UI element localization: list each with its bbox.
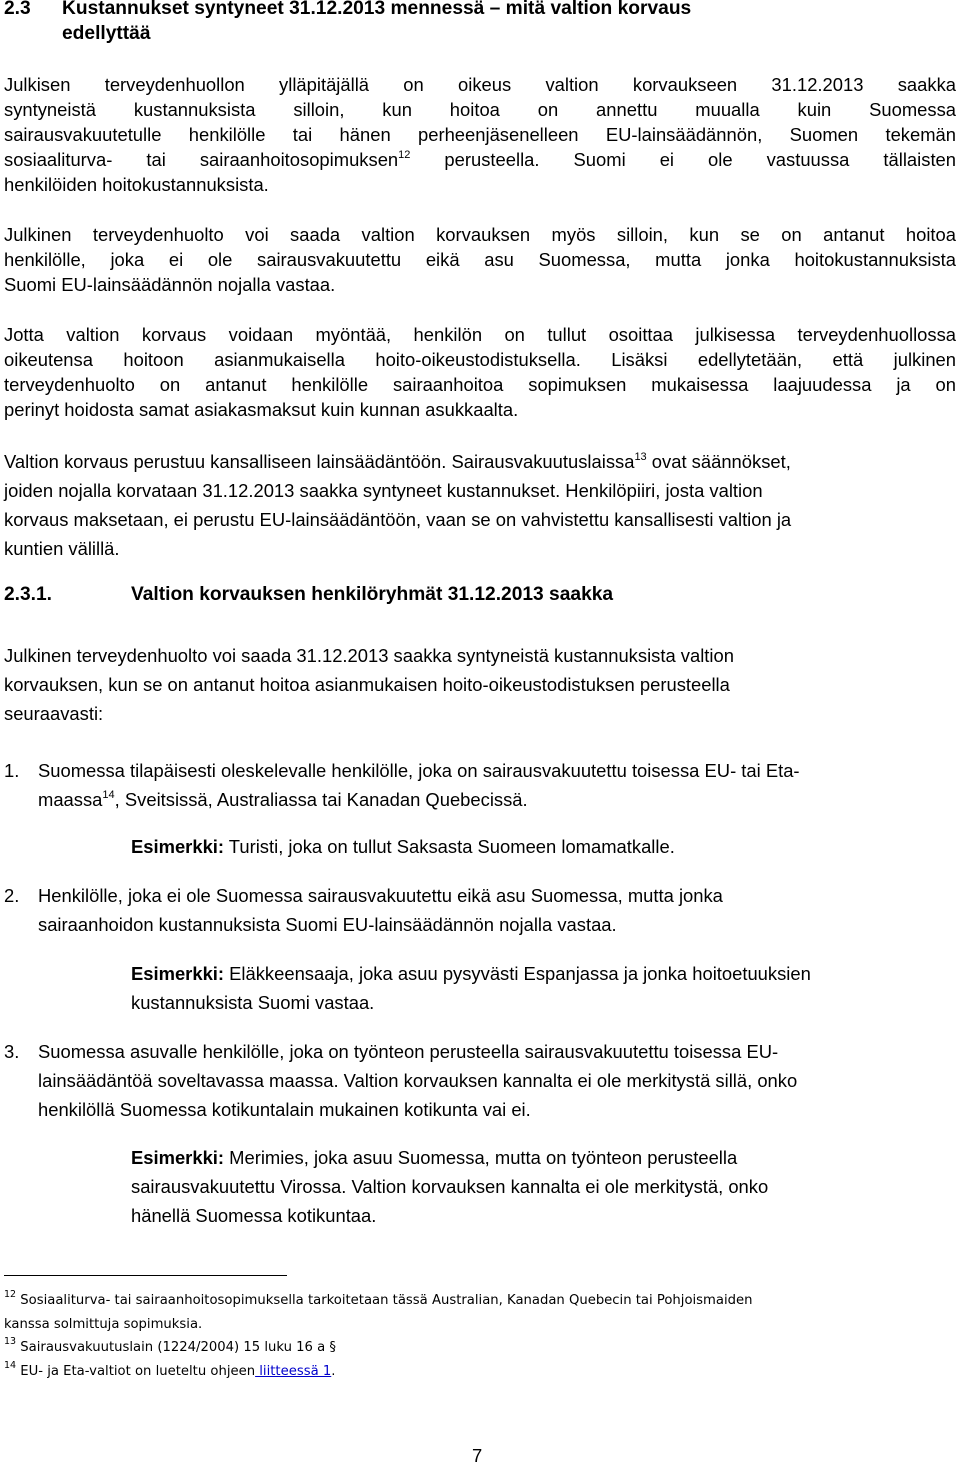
text-fragment: EU- ja Eta-valtiot on lueteltu ohjeen [20,1364,256,1379]
footnote-number: 12 [4,1289,17,1300]
text-line: perinyt hoidosta samat asiakasmaksut kuin kunnan asukkaalta. [4,399,519,420]
text-line: Suomi EU-lainsäädännön nojalla vastaa. [4,274,336,295]
text-line: korvauksen, kun se on antanut hoitoa asianmukaisen hoito-oikeustodistuksen perusteella [4,674,730,695]
page-number: 7 [472,1445,483,1466]
footnote-13 [4,1336,944,1360]
footnote-ref-13: 13 [634,451,647,463]
text-line: Julkinen terveydenhuolto voi saada 31.12.2013 saakka syntyneistä kustannuksista valtion [4,645,734,666]
paragraph-2 [4,222,956,297]
text-fragment: Sairausvakuutuslain (1224/2004) 15 luku 16 a § [20,1340,336,1355]
text-line [4,147,956,172]
footnote-ref-14: 14 [102,789,115,801]
text-line: hänellä Suomessa kotikuntaa. [131,1205,377,1226]
text-line: Jotta valtion korvaus voidaan myöntää, henkilön on tullut osoittaa julkisessa terveydenhuollossa [4,324,956,345]
text-line: joiden nojalla korvataan 31.12.2013 saakka syntyneet kustannukset. Henkilöpiiri, josta valtion [4,480,763,501]
text-line: Henkilölle, joka ei ole Suomessa sairausvakuutettu eikä asu Suomessa, mutta jonka [38,885,723,906]
section-heading [4,0,954,46]
section-title-line-1: Kustannukset syntyneet 31.12.2013 mennessä – mitä valtion korvaus [62,0,692,19]
list-item [4,756,956,814]
list-item [4,1037,956,1124]
text-line: syntyneistä kustannuksista silloin, kun hoitoa on annettu muualla kuin Suomessa [4,99,956,120]
text-line [38,785,956,814]
text-line: seuraavasti: [4,703,104,724]
example-block [131,832,951,861]
list-number: 1. [4,760,20,781]
footnote-12 [4,1289,944,1337]
example-block [131,1143,951,1230]
text-fragment: Turisti, joka on tullut Saksasta Suomeen lomamatkalle. [224,836,675,857]
subsection-heading [4,582,613,607]
appendix-link[interactable]: liitteessä 1 [255,1364,332,1379]
text-line [4,1336,944,1360]
text-line [131,1143,951,1172]
subsection-number: 2.3.1. [4,584,53,605]
text-line: henkilöiden hoitokustannuksista. [4,174,269,195]
example-label: Esimerkki: [131,836,225,857]
text-line: sairausvakuutetulle henkilölle tai hänen perheenjäsenelleen EU-lainsäädännön, Suomen tekemän [4,124,956,145]
text-fragment: Sosiaaliturva- tai sairaanhoitosopimuksella tarkoitetaan tässä Australian, Kanadan Quebecin tai Pohjoismaiden [20,1293,753,1308]
text-line: Suomessa tilapäisesti oleskelevalle henkilölle, joka on sairausvakuutettu toisessa EU- tai Eta- [38,760,800,781]
text-fragment: Valtion korvaus perustuu kansalliseen lainsäädäntöön. Sairausvakuutuslaissa [4,451,635,472]
list-number: 3. [4,1041,20,1062]
subsection-title: Valtion korvauksen henkilöryhmät 31.12.2013 saakka [131,584,614,605]
text-line [4,447,956,476]
text-line: korvaus maksetaan, ei perustu EU-lainsäädäntöön, vaan se on vahvistettu kansallisesti valtion ja [4,509,792,530]
example-label: Esimerkki: [131,963,225,984]
text-line [4,1360,944,1384]
text-line: sairaanhoidon kustannuksista Suomi EU-lainsäädännön nojalla vastaa. [38,914,617,935]
text-line: sairausvakuutettu Virossa. Valtion korvauksen kannalta ei ole merkitystä, onko [131,1176,769,1197]
text-fragment: Merimies, joka asuu Suomessa, mutta on työnteon perusteella [224,1147,738,1168]
text-fragment: maassa [38,789,103,810]
footnote-ref-12: 12 [398,149,411,161]
footnote-number: 13 [4,1336,17,1347]
list-number: 2. [4,885,20,906]
example-block [131,959,951,1017]
text-fragment: sosiaaliturva- tai sairaanhoitosopimuksen [4,149,399,170]
text-line [131,959,951,988]
text-line: kanssa solmittuja sopimuksia. [4,1317,203,1332]
footnote-number: 14 [4,1360,17,1371]
text-line: oikeutensa hoitoon asianmukaisella hoito-oikeustodistuksella. Lisäksi edellytetään, että julkinen [4,349,956,370]
section-title-line-2: edellyttää [62,23,151,44]
text-line [4,1289,944,1313]
list-item [4,881,956,939]
footnote-separator [4,1275,287,1276]
paragraph-3 [4,322,956,422]
text-line: lainsäädäntöä soveltavassa maassa. Valtion korvauksen kannalta ei ole merkitystä sillä, onko [38,1070,798,1091]
example-label: Esimerkki: [131,1147,225,1168]
text-line: Julkinen terveydenhuolto voi saada valtion korvauksen myös silloin, kun se on antanut hoitoa [4,224,956,245]
text-line: kuntien välillä. [4,538,120,559]
section-number: 2.3 [4,0,31,19]
text-line: henkilöllä Suomessa kotikuntalain mukainen kotikunta vai ei. [38,1099,531,1120]
text-fragment: ovat säännökset, [646,451,791,472]
text-line: Julkisen terveydenhuollon ylläpitäjällä on oikeus valtion korvaukseen 31.12.2013 saakka [4,74,956,95]
footnote-14 [4,1360,944,1384]
text-fragment: . [331,1364,336,1379]
text-fragment: , Sveitsissä, Australiassa tai Kanadan Quebecissä. [114,789,528,810]
text-line [131,832,951,861]
text-line: henkilölle, joka ei ole sairausvakuutettu eikä asu Suomessa, mutta jonka hoitokustannuksista [4,249,956,270]
paragraph-1 [4,72,956,197]
text-fragment: perusteella. Suomi ei ole vastuussa tällaisten [410,149,957,170]
text-fragment: Eläkkeensaaja, joka asuu pysyvästi Espanjassa ja jonka hoitoetuuksien [224,963,811,984]
paragraph-4 [4,447,956,563]
text-line: kustannuksista Suomi vastaa. [131,992,375,1013]
text-line: Suomessa asuvalle henkilölle, joka on työnteon perusteella sairausvakuutettu toisessa EU- [38,1041,779,1062]
paragraph-5 [4,641,956,728]
text-line: terveydenhuolto on antanut henkilölle sairaanhoitoa sopimuksen mukaisessa laajuudessa ja on [4,374,956,395]
